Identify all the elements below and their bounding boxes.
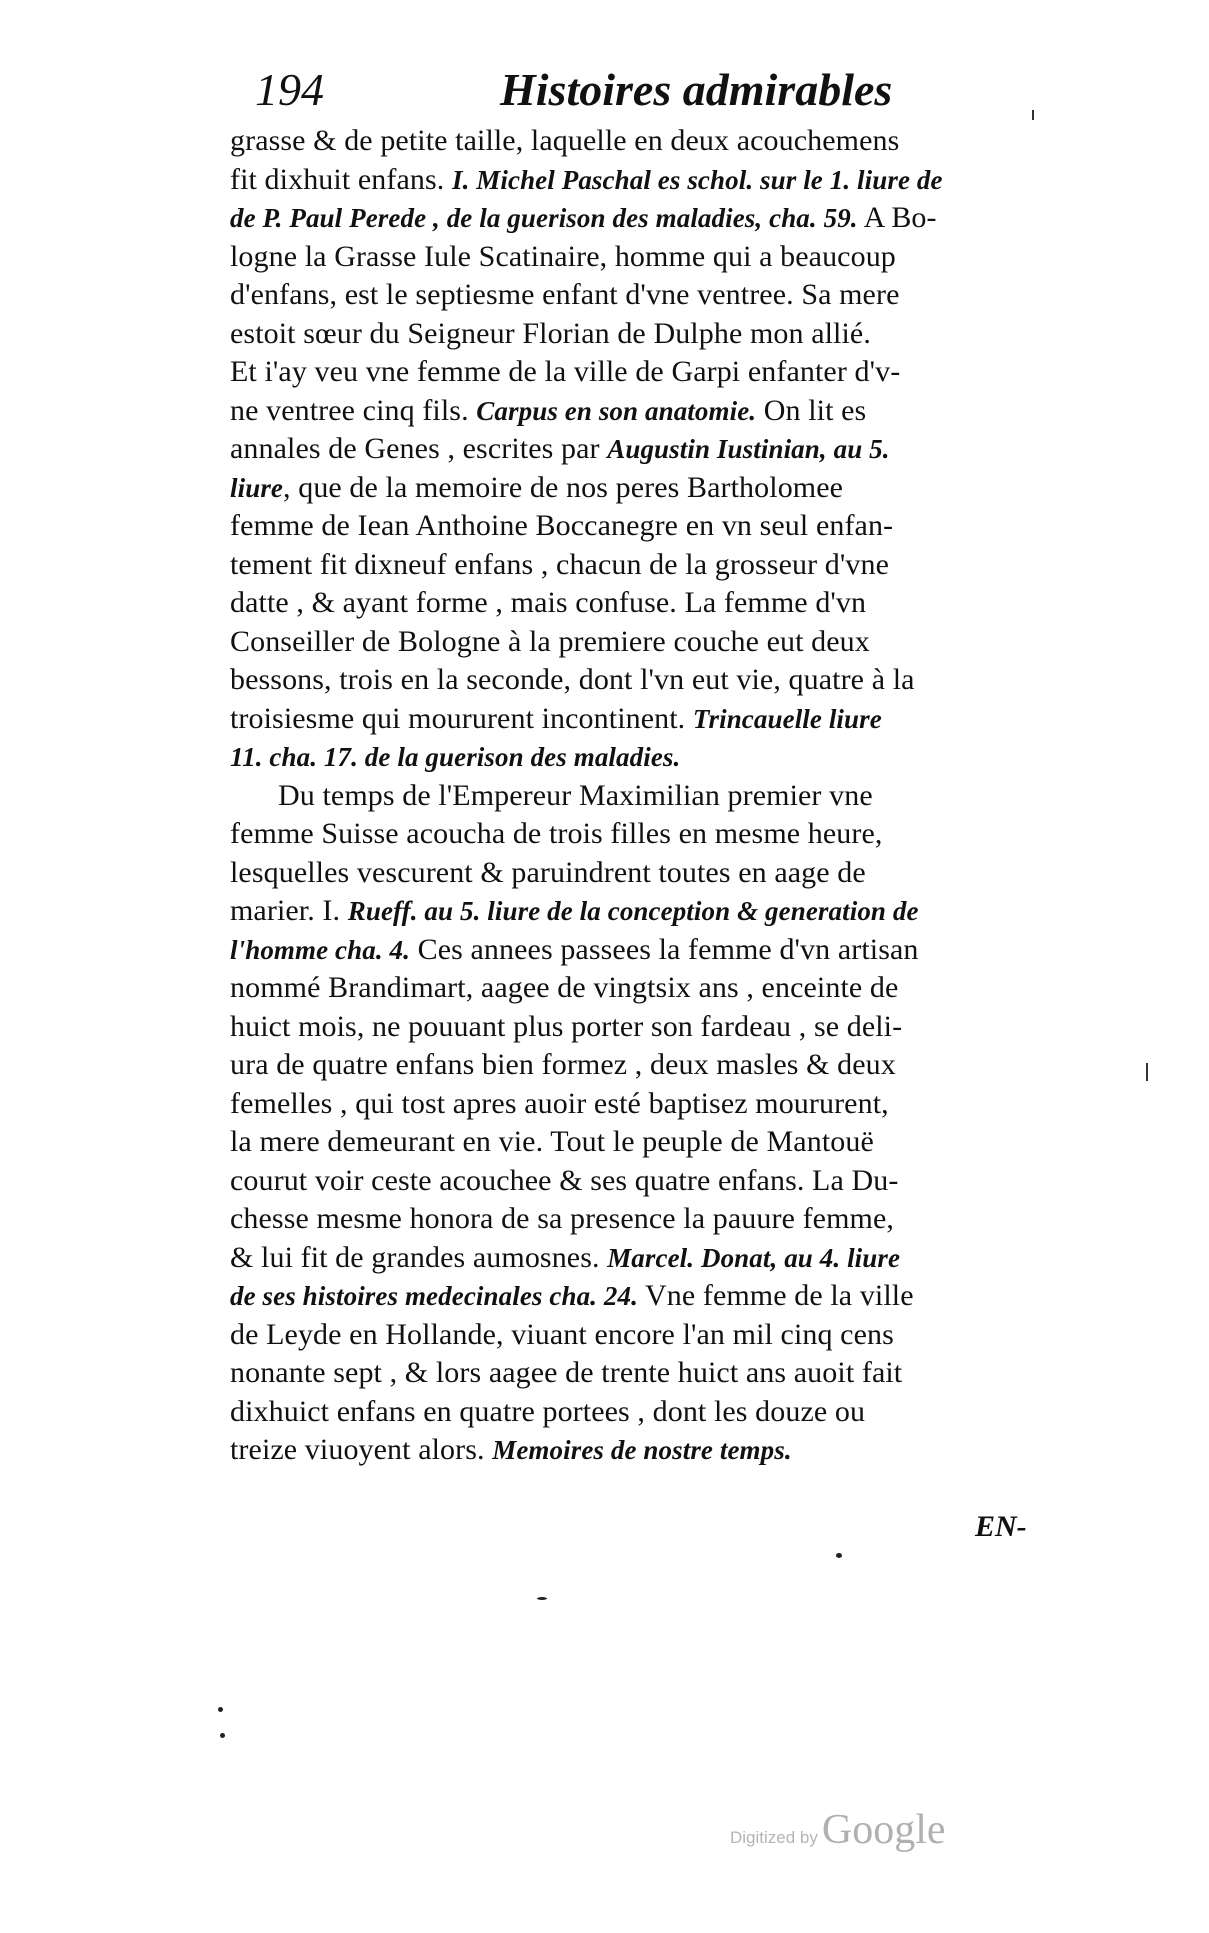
citation: de P. Paul Perede , de la guerison des maladies, cha. 59.	[230, 203, 858, 233]
text-line: de Leyde en Hollande, viuant encore l'an mil cinq cens	[230, 1317, 894, 1351]
text-line: femme Suisse acoucha de trois filles en mesme heure,	[230, 817, 883, 850]
citation: Memoires de nostre temps.	[492, 1435, 792, 1465]
citation: Rueff. au 5. liure de la conception & generation de	[347, 896, 919, 926]
margin-mark	[1032, 110, 1034, 120]
citation: de ses histoires medecinales cha. 24.	[230, 1281, 638, 1311]
text-line: annales de Genes , escrites par Augustin Iustinian, au 5.	[230, 432, 890, 465]
citation: Carpus en son anatomie.	[476, 395, 757, 426]
text-line: huict mois, ne pouuant plus porter son fardeau , se deli-	[230, 1009, 903, 1043]
text-line: ne ventree cinq fils. Carpus en son anatomie. On lit es	[230, 393, 867, 427]
text-line: courut voir ceste acouchee & ses quatre enfans. La Du-	[230, 1163, 899, 1197]
scan-speck	[218, 1707, 223, 1712]
text-line: de P. Paul Perede , de la guerison des maladies, cha. 59. A Bo-	[230, 201, 937, 234]
digitized-watermark	[730, 1806, 946, 1866]
citation: Marcel. Donat, au 4. liure	[607, 1242, 901, 1273]
google-logo: Google	[821, 1807, 946, 1853]
text-line: datte , & ayant forme , mais confuse. La femme d'vn	[230, 586, 867, 619]
citation: I. Michel Paschal es schol. sur le 1. liure de	[451, 164, 943, 195]
citation: liure	[230, 472, 284, 503]
text-line: marier. I. Rueff. au 5. liure de la conception & generation de	[230, 894, 919, 927]
margin-mark	[1146, 1063, 1148, 1081]
text-line: la mere demeurant en vie. Tout le peuple de Mantouë	[230, 1125, 874, 1158]
running-title: Histoires admirables	[500, 64, 893, 115]
scan-speck	[537, 1597, 547, 1600]
text-line: d'enfans, est le septiesme enfant d'vne ventree. Sa mere	[230, 278, 900, 311]
text-line: tement fit dixneuf enfans , chacun de la grosseur d'vne	[230, 547, 890, 581]
text-line	[230, 738, 1070, 777]
text-line: nonante sept , & lors aagee de trente huict ans auoit fait	[230, 1356, 903, 1389]
text-line: de ses histoires medecinales cha. 24. Vne femme de la ville	[230, 1279, 914, 1312]
body-text	[230, 122, 1070, 1470]
text-line: & lui fit de grandes aumosnes. Marcel. Donat, au 4. liure	[230, 1240, 901, 1274]
text-line: dixhuict enfans en quatre portees , dont les douze ou	[230, 1394, 866, 1428]
text-line: logne la Grasse Iule Scatinaire, homme qui a beaucoup	[230, 239, 896, 273]
text-line: grasse & de petite taille, laquelle en deux acouchemens	[230, 124, 900, 157]
scan-speck	[220, 1733, 225, 1738]
citation: 11. cha. 17. de la guerison des maladies.	[230, 742, 681, 772]
page-header	[255, 58, 1055, 122]
text-line: Et i'ay veu vne femme de la ville de Garpi enfanter d'v-	[230, 355, 901, 388]
citation: Augustin Iustinian, au 5.	[607, 434, 890, 464]
text-line: chesse mesme honora de sa presence la pauure femme,	[230, 1202, 894, 1235]
text-line: l'homme cha. 4. Ces annees passees la femme d'vn artisan	[230, 932, 919, 966]
text-line: femme de Iean Anthoine Boccanegre en vn seul enfan-	[230, 509, 894, 542]
text-line: lesquelles vescurent & paruindrent toutes en aage de	[230, 855, 866, 889]
page-number: 194	[255, 64, 324, 115]
text-line: fit dixhuit enfans. I. Michel Paschal es schol. sur le 1. liure de	[230, 162, 943, 196]
scan-speck	[836, 1553, 842, 1558]
watermark-prefix: Digitized by	[730, 1828, 818, 1847]
citation: Trincauelle liure	[692, 703, 882, 734]
text-line: liure, que de la memoire de nos peres Bartholomee	[230, 470, 844, 504]
text-line: treize viuoyent alors. Memoires de nostre temps.	[230, 1433, 792, 1466]
text-line: troisiesme qui moururent incontinent. Trincauelle liure	[230, 701, 882, 735]
text-line: femelles , qui tost apres auoir esté baptisez moururent,	[230, 1086, 889, 1120]
text-line: nommé Brandimart, aagee de vingtsix ans , enceinte de	[230, 971, 899, 1004]
text-line: estoit sœur du Seigneur Florian de Dulphe mon allié.	[230, 316, 871, 350]
paragraph-start: Du temps de l'Empereur Maximilian premier vne	[278, 778, 873, 812]
catchword: EN-	[975, 1510, 1027, 1543]
citation: l'homme cha. 4.	[230, 934, 411, 965]
text-line: bessons, trois en la seconde, dont l'vn eut vie, quatre à la	[230, 663, 915, 696]
text-line: ura de quatre enfans bien formez , deux masles & deux	[230, 1048, 896, 1081]
text-line: Conseiller de Bologne à la premiere couche eut deux	[230, 624, 870, 658]
